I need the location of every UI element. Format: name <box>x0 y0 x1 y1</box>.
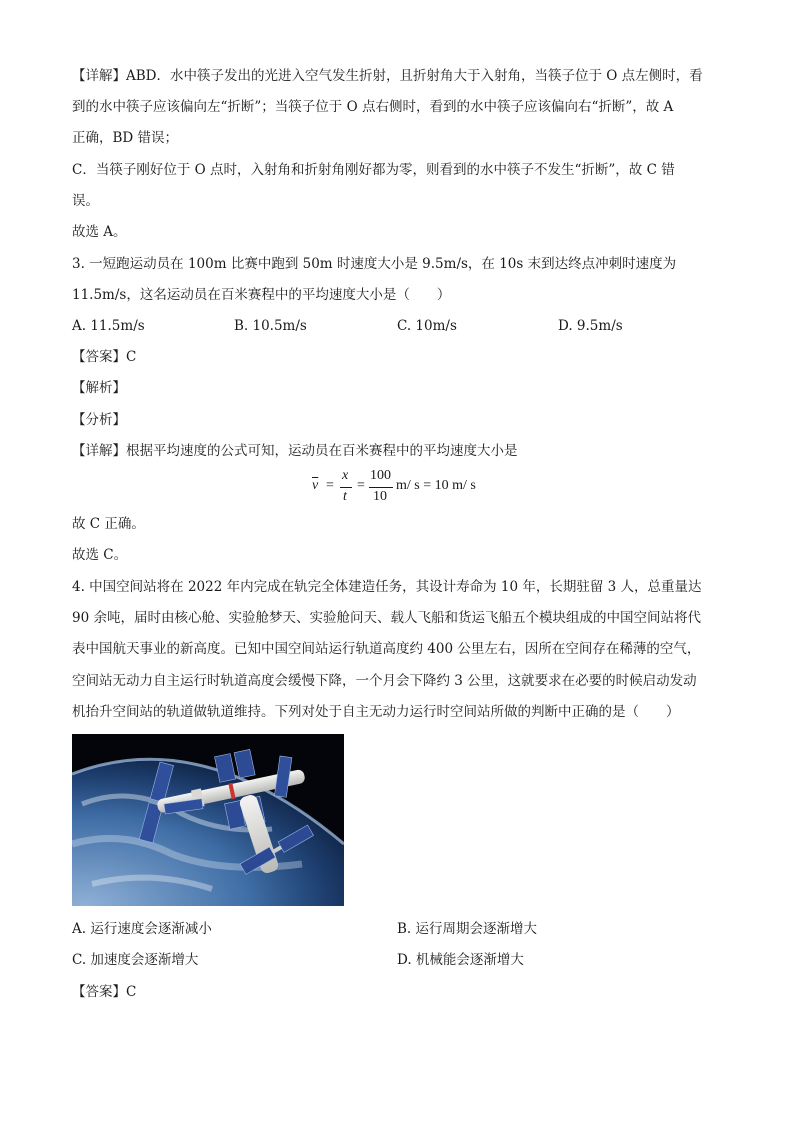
q3-option-d: D. 9.5m/s <box>558 318 623 334</box>
formula-numerator-x: x <box>342 468 349 483</box>
q3-option-c: C. 10m/s <box>397 318 457 334</box>
q4-option-c: C. 加速度会逐渐增大 <box>72 952 199 968</box>
formula-denominator-t: t <box>343 489 347 504</box>
q3-detail: 【详解】根据平均速度的公式可知，运动员在百米赛程中的平均速度大小是 <box>72 443 518 459</box>
formula-numerator-100: 100 <box>370 468 391 483</box>
fraction-bar-2 <box>369 487 393 488</box>
formula-equals-2: = <box>357 478 365 493</box>
q3-option-a: A. 11.5m/s <box>72 318 145 334</box>
formula-result: m/ s = 10 m/ s <box>396 478 476 493</box>
q2-detail-line-3: 正确，BD 错误； <box>72 130 179 146</box>
q4-option-a: A. 运行速度会逐渐减小 <box>72 921 212 937</box>
formula-equals-1: = <box>326 478 334 493</box>
q3-conclusion: 故 C 正确。 <box>72 516 145 532</box>
formula-v-bar: $\overline{v}$ <box>312 478 319 493</box>
q4-stem-line-1: 4. 中国空间站将在 2022 年内完成在轨完全体建造任务，其设计寿命为 10 年，长期驻留 3 人，总重量达 <box>72 579 702 595</box>
q2-detail-line-1: 【详解】ABD．水中筷子发出的光进入空气发生折射，且折射角大于入射角，当筷子位于 O 点左侧时，看 <box>72 68 703 84</box>
q3-option-b: B. 10.5m/s <box>234 318 307 334</box>
q3-fenxi-label: 【分析】 <box>72 412 126 428</box>
q2-choose: 故选 A。 <box>72 224 127 240</box>
formula-denominator-10: 10 <box>373 489 387 504</box>
q3-choose: 故选 C。 <box>72 547 128 563</box>
fraction-bar-1 <box>340 487 352 488</box>
q4-stem-line-3: 表中国航天事业的新高度。已知中国空间站运行轨道高度约 400 公里左右，因所在空间存在稀薄的空气， <box>72 641 701 657</box>
q2-detail-line-2: 到的水中筷子应该偏向左“折断”；当筷子位于 O 点右侧时，看到的水中筷子应该偏向右“折断”，故 A <box>72 99 674 115</box>
q3-stem-line-2: 11.5m/s，这名运动员在百米赛程中的平均速度大小是（ ） <box>72 287 451 303</box>
q4-stem-line-4: 空间站无动力自主运行时轨道高度会缓慢下降，一个月会下降约 3 公里，这就要求在必要的时候启动发动 <box>72 673 697 689</box>
q2-detail-line-5: 误。 <box>72 193 99 209</box>
space-station-photo <box>72 734 344 906</box>
q3-answer: 【答案】C <box>72 349 137 365</box>
q2-detail-line-4: C．当筷子刚好位于 O 点时，入射角和折射角刚好都为零，则看到的水中筷子不发生“折断”，故 C 错 <box>72 162 675 178</box>
q4-stem-line-5: 机抬升空间站的轨道做轨道维持。下列对处于自主无动力运行时空间站所做的判断中正确的是（ ） <box>72 704 680 720</box>
q4-option-d: D. 机械能会逐渐增大 <box>397 952 524 968</box>
space-station-illustration <box>72 734 344 906</box>
q4-stem-line-2: 90 余吨，届时由核心舱、实验舱梦天、实验舱问天、载人飞船和货运飞船五个模块组成的中国空间站将代 <box>72 610 701 626</box>
q4-answer: 【答案】C <box>72 984 137 1000</box>
q4-option-b: B. 运行周期会逐渐增大 <box>397 921 538 937</box>
q3-analysis-label: 【解析】 <box>72 380 126 396</box>
q3-stem-line-1: 3. 一短跑运动员在 100m 比赛中跑到 50m 时速度大小是 9.5m/s，在 10s 末到达终点冲刺时速度为 <box>72 256 677 272</box>
average-velocity-formula <box>312 468 492 510</box>
